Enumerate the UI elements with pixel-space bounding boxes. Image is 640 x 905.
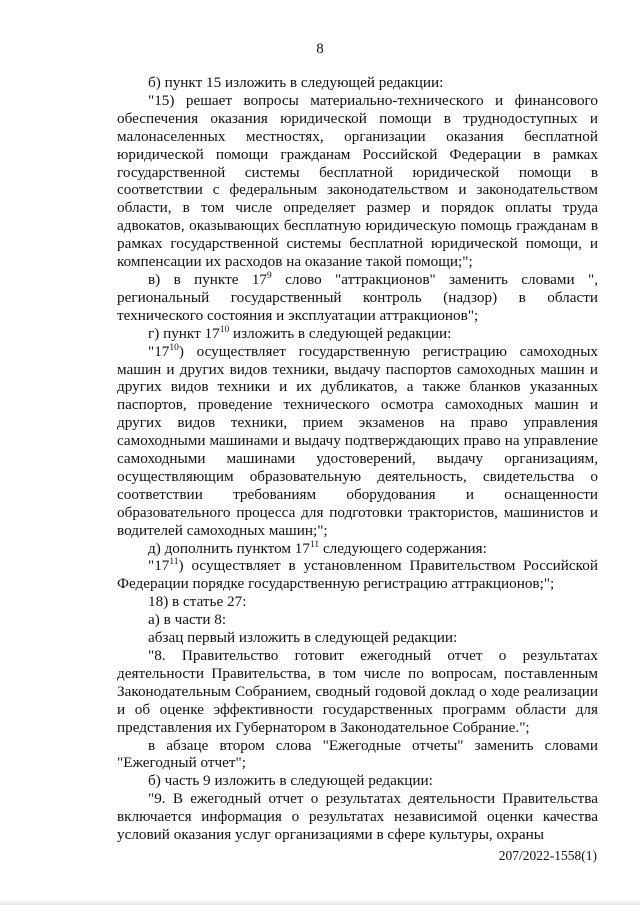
paragraph xyxy=(117,325,598,343)
superscript: 11 xyxy=(309,539,320,550)
paragraph: в абзаце втором слова "Ежегодные отчеты" заменить словами "Ежегодный отчет"; xyxy=(117,736,598,772)
paragraph: а) в части 8: xyxy=(148,611,227,629)
paragraph-text: слово "аттракционов" заменить словами ", региональный государственный контроль (надзор) в области технического состояния и эксплуатации аттракционов"; xyxy=(117,270,598,324)
document-code: 207/2022-1558(1) xyxy=(498,848,597,863)
paragraph xyxy=(117,271,598,325)
paragraph xyxy=(117,540,598,558)
paragraph-text: в) в пункте 17 xyxy=(148,270,268,288)
paragraph-text: г) пункт 17 xyxy=(148,324,220,342)
paragraph: абзац первый изложить в следующей редакции: xyxy=(148,629,458,647)
superscript: 11 xyxy=(169,557,179,568)
paragraph-text: д) дополнить пунктом 17 xyxy=(148,539,310,557)
document-body xyxy=(117,74,598,844)
paragraph-text: изложить в следующей редакции: xyxy=(229,324,452,342)
paragraph: б) часть 9 изложить в следующей редакции: xyxy=(148,772,433,790)
scan-edge xyxy=(0,899,640,905)
superscript: 9 xyxy=(267,270,272,281)
superscript: 10 xyxy=(219,324,230,335)
page-number: 8 xyxy=(316,41,324,57)
paragraph-text: "17 xyxy=(148,557,170,575)
paragraph: "8. Правительство готовит ежегодный отчет о результатах деятельности Правительства, в том числе по вопросам, поставленным Законодательным Собранием, сводный годовой доклад о ходе реализации и об оценке эффективности государственных программ области для представления их Губернатором в Законодательное Собрание."; xyxy=(117,647,598,736)
paragraph-text: следующего содержания: xyxy=(319,539,487,557)
paragraph-text: "17 xyxy=(148,342,170,360)
superscript: 10 xyxy=(169,342,179,353)
paragraph xyxy=(117,557,598,593)
paragraph-text: ) осуществляет государственную регистрацию самоходных машин и других видов техники, выдачу паспортов самоходных машин и других видов техники и их дубликатов, а также бланков указанных паспортов, проведение технического осмотра самоходных машин и других видов техники, прием экзаменов на право управления самоходными машинами и выдачу подтверждающих право на управление самоходными машинами удостоверений, выдачу организациям, осуществляющим образовательную деятельность, свидетельства о соответствии требованиям оборудования и оснащенности образовательного процесса для подготовки трактористов, машинистов и водителей самоходных машин;"; xyxy=(117,342,598,539)
paragraph: б) пункт 15 изложить в следующей редакции: xyxy=(148,74,444,91)
paragraph: "15) решает вопросы материально-технического и финансового обеспечения оказания юридической помощи в труднодоступных и малонаселенных местностях, организации оказания бесплатной юридической помощи гражданам Российской Федерации в рамках государственной системы бесплатной юридической помощи в соответствии с федеральным законодательством и законодательством области, в том числе определяет размер и порядок оплаты труда адвокатов, оказывающих бесплатную юридическую помощь гражданам в рамках государственной системы бесплатной юридической помощи, и компенсации их расходов на оказание такой помощи;"; xyxy=(117,91,598,271)
paragraph-text: ) осуществляет в установленном Правительством Российской Федерации порядке государственную регистрацию аттракционов;"; xyxy=(117,557,598,593)
paragraph xyxy=(117,343,598,540)
paragraph: 18) в статье 27: xyxy=(148,593,247,611)
paragraph: "9. В ежегодный отчет о результатах деятельности Правительства включается информация о результатах независимой оценки качества условий оказания услуг организациями в сфере культуры, охраны xyxy=(117,790,598,844)
